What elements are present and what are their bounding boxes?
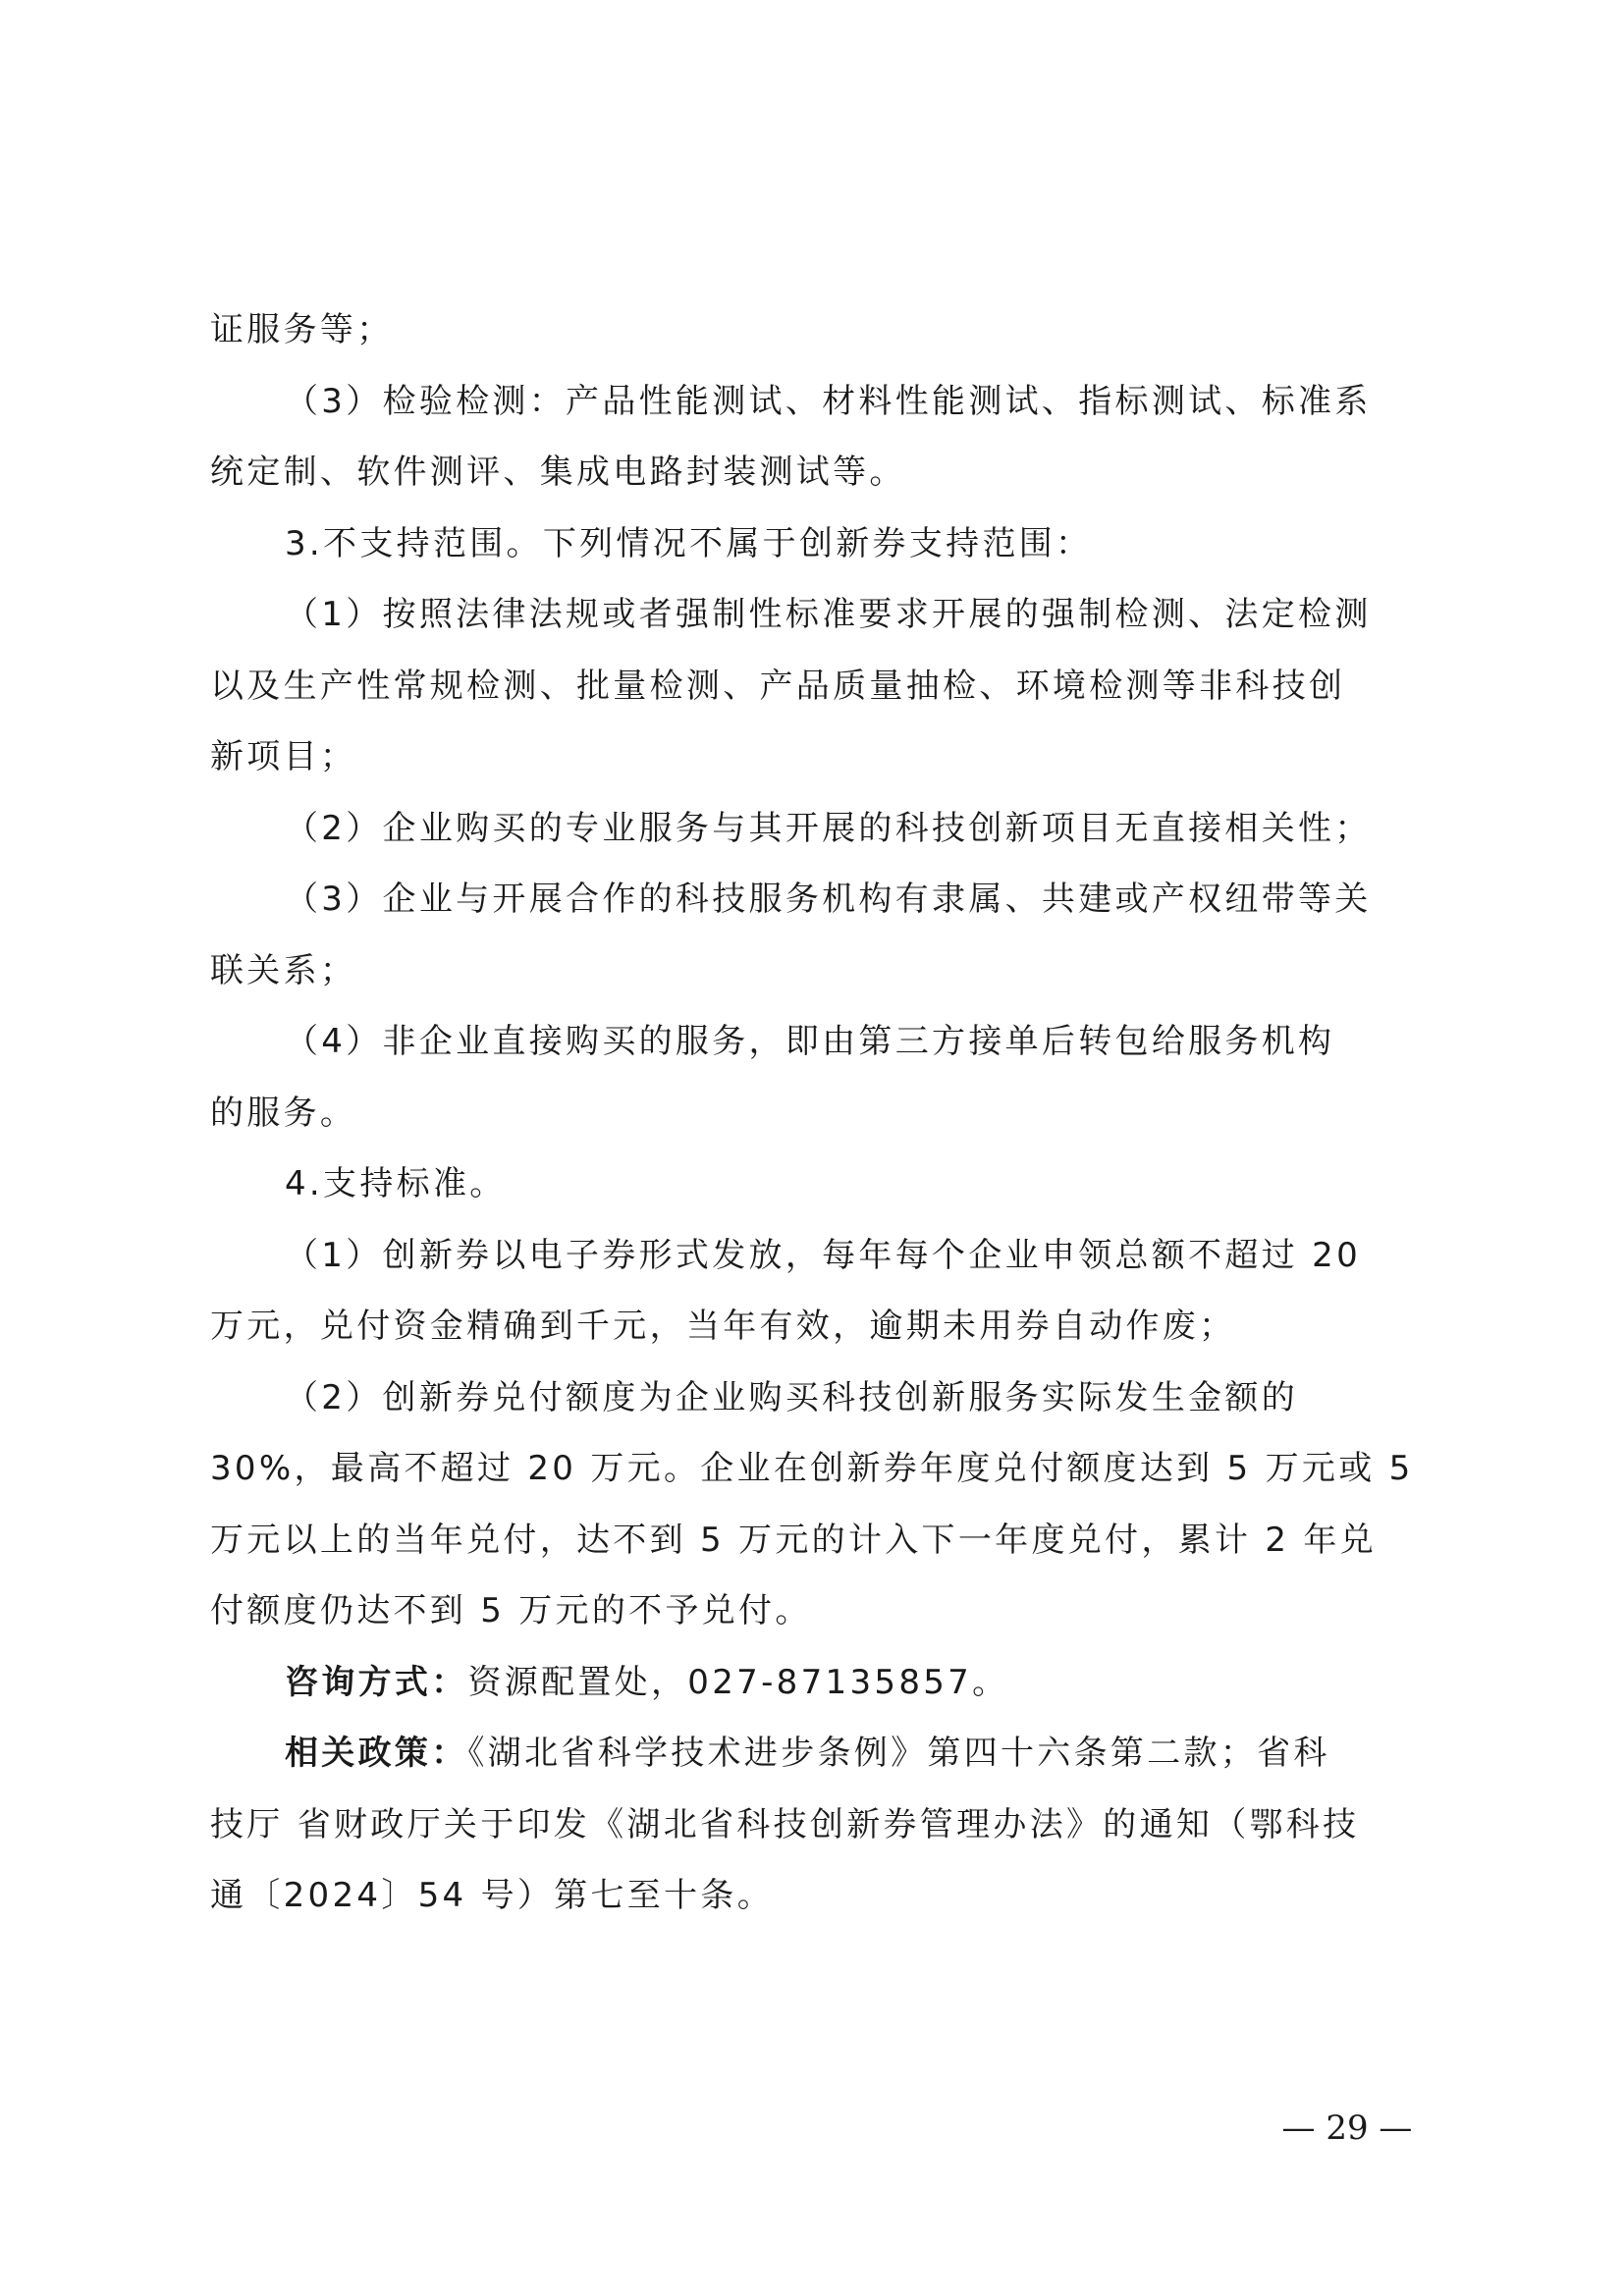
section-heading: 3.不支持范围。下列情况不属于创新券支持范围： bbox=[285, 523, 1093, 563]
text-line: 付额度仍达不到 5 万元的不予兑付。 bbox=[210, 1591, 812, 1630]
body-text bbox=[210, 294, 1414, 1932]
section-heading: 4.支持标准。 bbox=[285, 1164, 507, 1203]
text-line: （1）创新券以电子券形式发放，每年每个企业申领总额不超过 20 bbox=[285, 1235, 1362, 1275]
text-line: （1）按照法律法规或者强制性标准要求开展的强制检测、法定检测 bbox=[285, 595, 1372, 634]
policy-text: 《湖北省科学技术进步条例》第四十六条第二款；省科 bbox=[467, 1734, 1330, 1773]
text-line: 万元，兑付资金精确到千元，当年有效，逾期未用券自动作废； bbox=[210, 1307, 1236, 1346]
policy-label: 相关政策： bbox=[285, 1734, 468, 1773]
contact-text: 资源配置处，027-87135857。 bbox=[467, 1662, 1009, 1702]
text-line: 证服务等； bbox=[210, 310, 394, 349]
text-line: （4）非企业直接购买的服务，即由第三方接单后转包给服务机构 bbox=[285, 1022, 1335, 1061]
text-line: 技厅 省财政厅关于印发《湖北省科技创新券管理办法》的通知（鄂科技 bbox=[210, 1804, 1360, 1844]
text-line: 新项目； bbox=[210, 737, 357, 776]
text-line: 30%，最高不超过 20 万元。企业在创新券年度兑付额度达到 5 万元或 5 bbox=[210, 1449, 1414, 1488]
text-line: 通〔2024〕54 号）第七至十条。 bbox=[210, 1876, 774, 1915]
text-line: （3）企业与开展合作的科技服务机构有隶属、共建或产权纽带等关 bbox=[285, 880, 1372, 919]
contact-label: 咨询方式： bbox=[285, 1662, 468, 1702]
contact-line bbox=[210, 1647, 1414, 1719]
text-line: （3）检验检测：产品性能测试、材料性能测试、指标测试、标准系 bbox=[285, 381, 1372, 421]
text-line: 联关系； bbox=[210, 950, 357, 990]
text-line: 以及生产性常规检测、批量检测、产品质量抽检、环境检测等非科技创 bbox=[210, 666, 1346, 706]
text-line: （2）创新券兑付额度为企业购买科技创新服务实际发生金额的 bbox=[285, 1377, 1299, 1417]
policy-line bbox=[210, 1718, 1414, 1789]
text-line: 统定制、软件测评、集成电路封装测试等。 bbox=[210, 453, 906, 492]
text-line: 万元以上的当年兑付，达不到 5 万元的计入下一年度兑付，累计 2 年兑 bbox=[210, 1520, 1377, 1560]
text-line: 的服务。 bbox=[210, 1093, 357, 1133]
text-line: （2）企业购买的专业服务与其开展的科技创新项目无直接相关性； bbox=[285, 808, 1372, 848]
page-number: — 29 — bbox=[1281, 2109, 1413, 2148]
